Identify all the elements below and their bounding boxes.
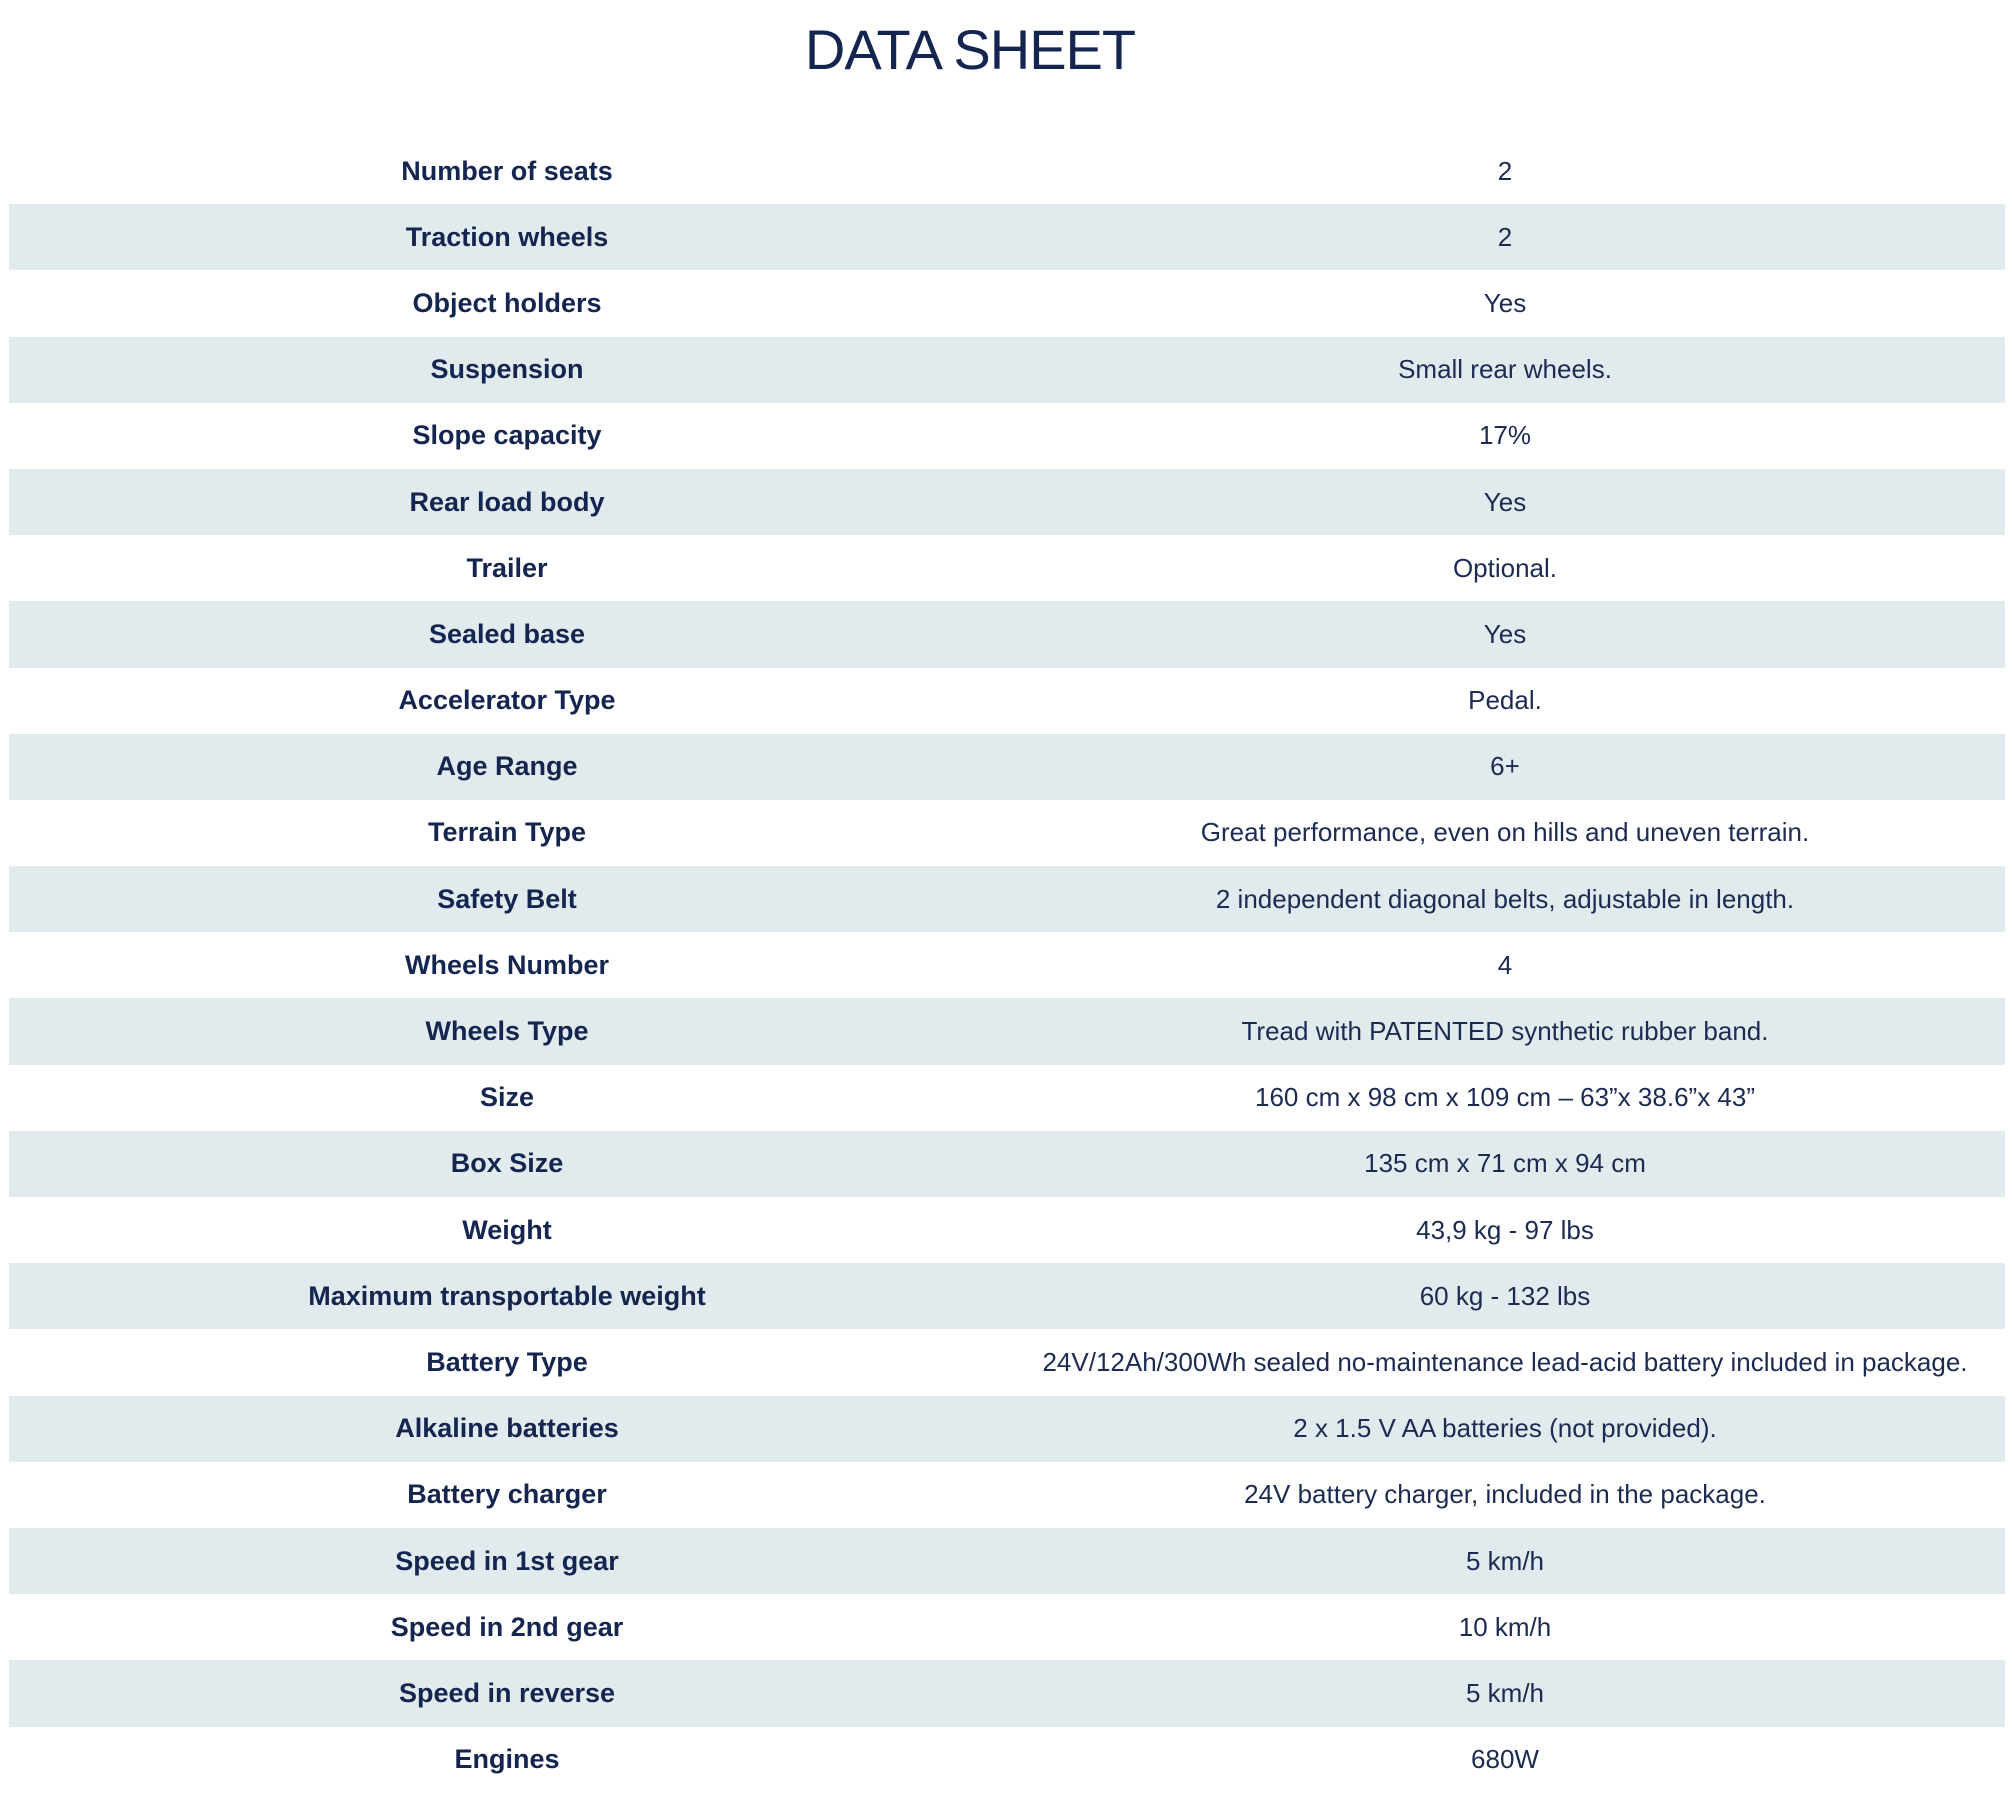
page-title: DATA SHEET xyxy=(804,18,1136,81)
spec-label: Size xyxy=(479,1082,535,1113)
spec-value: 6+ xyxy=(1490,751,1520,782)
spec-value: Optional. xyxy=(1452,552,1558,583)
spec-label: Speed in 2nd gear xyxy=(390,1611,624,1642)
spec-value: 43,9 kg - 97 lbs xyxy=(1416,1214,1594,1245)
table-row xyxy=(9,337,2005,403)
spec-label: Accelerator Type xyxy=(398,685,616,716)
spec-value: 5 km/h xyxy=(1465,1545,1545,1576)
spec-value: 2 xyxy=(1497,155,1513,186)
spec-label: Sealed base xyxy=(428,618,586,649)
spec-label: Safety Belt xyxy=(437,883,577,914)
spec-label: Suspension xyxy=(430,354,584,385)
table-row xyxy=(9,469,2005,535)
spec-value: 160 cm x 98 cm x 109 cm – 63”x 38.6”x 43” xyxy=(1255,1082,1755,1113)
spec-value: Yes xyxy=(1483,618,1527,649)
table-row xyxy=(9,270,2005,336)
table-row xyxy=(9,601,2005,667)
spec-value: Yes xyxy=(1483,287,1527,318)
table-row xyxy=(9,1065,2005,1131)
table-row xyxy=(9,1660,2005,1726)
spec-label: Traction wheels xyxy=(405,221,609,252)
spec-table xyxy=(9,138,2005,1793)
spec-value: 2 independent diagonal belts, adjustable in length. xyxy=(1215,883,1795,914)
spec-label: Box Size xyxy=(450,1148,564,1179)
table-row xyxy=(9,800,2005,866)
spec-value: 680W xyxy=(1471,1744,1539,1775)
spec-label: Weight xyxy=(462,1214,552,1245)
spec-label: Alkaline batteries xyxy=(395,1413,619,1444)
spec-label: Battery charger xyxy=(407,1479,607,1510)
table-row xyxy=(9,1197,2005,1263)
table-row xyxy=(9,1396,2005,1462)
spec-label: Number of seats xyxy=(401,155,613,186)
spec-label: Wheels Number xyxy=(404,949,610,980)
spec-label: Speed in reverse xyxy=(398,1677,616,1708)
spec-value: Yes xyxy=(1483,486,1527,517)
spec-value: Great performance, even on hills and uneven terrain. xyxy=(1200,817,1810,848)
spec-label: Maximum transportable weight xyxy=(308,1280,706,1311)
spec-label: Rear load body xyxy=(409,486,605,517)
table-row xyxy=(9,1131,2005,1197)
table-row xyxy=(9,535,2005,601)
spec-label: Slope capacity xyxy=(412,420,602,451)
spec-value: Small rear wheels. xyxy=(1398,354,1612,385)
spec-value: 24V battery charger, included in the package. xyxy=(1244,1479,1766,1510)
table-row xyxy=(9,998,2005,1064)
spec-value: 5 km/h xyxy=(1465,1677,1545,1708)
spec-value: 4 xyxy=(1497,949,1513,980)
table-row xyxy=(9,1727,2005,1793)
spec-label: Battery Type xyxy=(426,1346,588,1377)
spec-label: Trailer xyxy=(466,552,548,583)
spec-value: 17% xyxy=(1478,420,1532,451)
spec-label: Speed in 1st gear xyxy=(395,1545,619,1576)
table-row xyxy=(9,1329,2005,1395)
table-row xyxy=(9,1263,2005,1329)
table-row xyxy=(9,932,2005,998)
spec-value: 24V/12Ah/300Wh sealed no-maintenance lead-acid battery included in package. xyxy=(1042,1346,1968,1377)
spec-label: Wheels Type xyxy=(425,1016,589,1047)
spec-value: 2 xyxy=(1497,221,1513,252)
table-row xyxy=(9,734,2005,800)
spec-value: 60 kg - 132 lbs xyxy=(1419,1280,1591,1311)
table-row xyxy=(9,403,2005,469)
spec-value: 135 cm x 71 cm x 94 cm xyxy=(1364,1148,1646,1179)
spec-label: Engines xyxy=(454,1744,560,1775)
spec-label: Object holders xyxy=(412,287,602,318)
table-row xyxy=(9,668,2005,734)
spec-value: 2 x 1.5 V AA batteries (not provided). xyxy=(1293,1413,1717,1444)
table-row xyxy=(9,866,2005,932)
spec-value: Pedal. xyxy=(1468,685,1542,716)
spec-label: Terrain Type xyxy=(427,817,587,848)
table-row xyxy=(9,1594,2005,1660)
spec-value: Tread with PATENTED synthetic rubber band. xyxy=(1241,1016,1769,1047)
table-row xyxy=(9,138,2005,204)
spec-value: 10 km/h xyxy=(1458,1611,1552,1642)
table-row xyxy=(9,1462,2005,1528)
table-row xyxy=(9,1528,2005,1594)
table-row xyxy=(9,204,2005,270)
spec-label: Age Range xyxy=(436,751,578,782)
